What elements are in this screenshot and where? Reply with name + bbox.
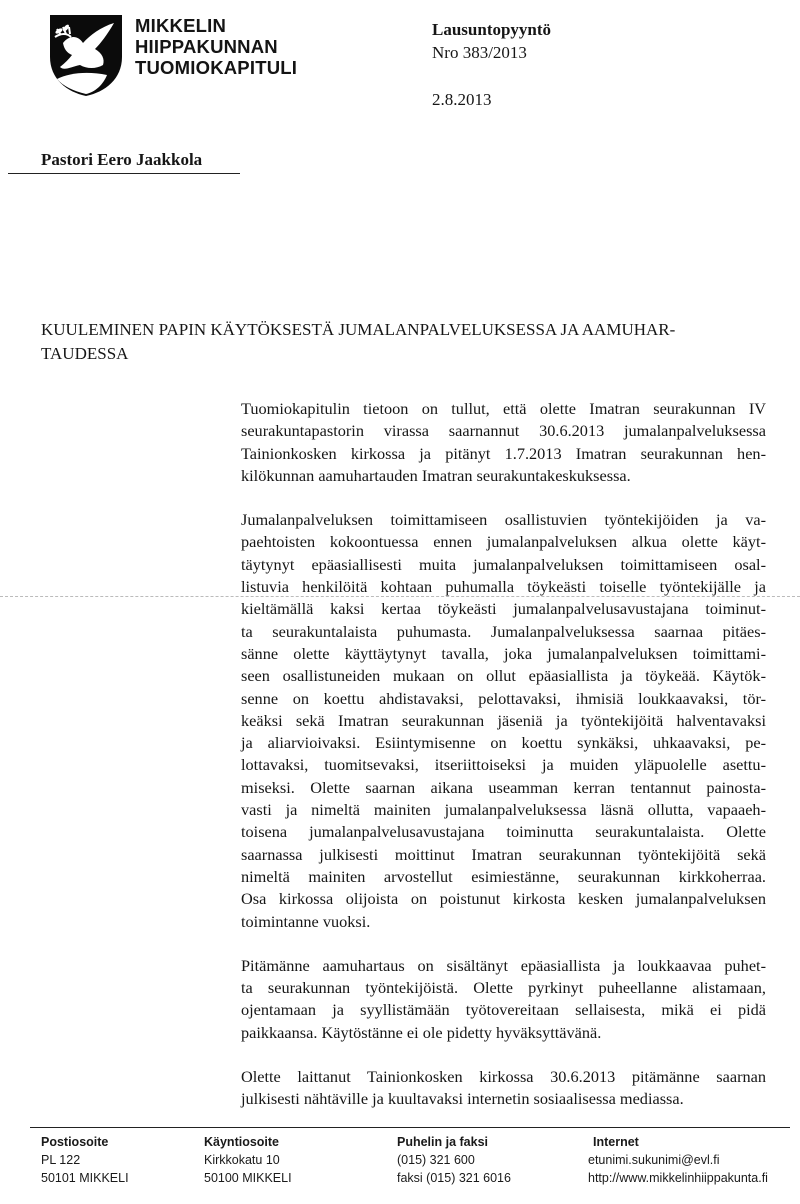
subject-line: KUULEMINEN PAPIN KÄYTÖKSESTÄ JUMALANPALVELUKSESSA JA AAMUHAR- xyxy=(41,320,676,339)
recipient-name: Pastori Eero Jaakkola xyxy=(41,150,203,169)
body-line: täytynyt epäasiallisesti muita jumalanpalveluksen toimittamiseen osal- xyxy=(241,554,766,574)
footer-phone: (015) 321 600 xyxy=(397,1153,475,1167)
document-date: 2.8.2013 xyxy=(432,90,492,109)
footer-line: PL 122 xyxy=(41,1153,81,1167)
footer-divider xyxy=(30,1127,790,1128)
footer-internet xyxy=(588,1133,768,1187)
body-paragraph xyxy=(241,955,766,1044)
body-paragraph xyxy=(241,1066,766,1111)
subject-line: TAUDESSA xyxy=(41,344,129,363)
body-line: toisena jumalanpalvelusavustajana toiminutta seurakuntalaista. Olette xyxy=(241,822,766,842)
body-line: paehtoisten kokoontuessa ennen jumalanpalveluksen alkua olette käyt- xyxy=(241,532,766,552)
footer-heading: Internet xyxy=(593,1135,639,1149)
body-line: lottavaksi, tuomitsevaksi, itseriittoiseksi ja muiden yläpuolelle asettu- xyxy=(241,755,766,775)
footer-heading: Postiosoite xyxy=(41,1135,109,1149)
body-line: ta seurakunnan työntekijöistä. Olette pyrkinyt puheellanne alistamaan, xyxy=(241,978,766,998)
body-line: seurakuntapastorin virassa saarnannut 30.6.2013 jumalanpalveluksessa xyxy=(241,421,766,441)
footer-line: Kirkkokatu 10 xyxy=(204,1153,280,1167)
body-line: ja aliarvioivaksi. Esiintymisenne on koettu synkäksi, uhkaavaksi, pe- xyxy=(241,733,766,753)
body-line: kilökunnan aamuhartauden Imatran seurakuntakeskuksessa. xyxy=(241,465,631,485)
footer-website: http://www.mikkelinhiippakunta.fi xyxy=(588,1171,768,1185)
letter-subject xyxy=(41,318,761,366)
organization-name-line: MIKKELIN xyxy=(135,15,227,36)
letter-body xyxy=(241,398,766,1133)
footer-heading: Puhelin ja faksi xyxy=(397,1135,489,1149)
body-line: senne on koettu ahdistavaksi, pelottavaksi, ihmisiä loukkaavaksi, tör- xyxy=(241,688,766,708)
body-line: seen osallistuneiden mukaan on ollut epäasiallista ja töykeää. Käytök- xyxy=(241,666,766,686)
body-paragraph xyxy=(241,398,766,487)
organization-name xyxy=(135,15,297,78)
body-line: toimintanne vuoksi. xyxy=(241,911,371,931)
document-info xyxy=(432,18,551,111)
organization-name-line: TUOMIOKAPITULI xyxy=(135,57,298,78)
body-paragraph xyxy=(241,509,766,933)
body-line: Jumalanpalveluksen toimittamiseen osallistuvien työntekijöiden ja va- xyxy=(241,510,766,530)
body-line: ta seurakuntalaista puhumasta. Jumalanpalveluksessa saarnaa pitäes- xyxy=(241,621,766,641)
body-line: saarnassa julkisesti moittinut Imatran seurakunnan työntekijöitä sekä xyxy=(241,844,766,864)
body-line: nimeltä mainiten arvostellut esimiestänne, seurakunnan kirkkoherraa. xyxy=(241,866,766,886)
body-line: Tainionkosken kirkossa ja pitänyt 1.7.2013 Imatran seurakunnan hen- xyxy=(241,443,766,463)
body-line: Osa kirkossa olijoista on poistunut kirkosta kesken jumalanpalveluksen xyxy=(241,889,766,909)
footer-line: 50100 MIKKELI xyxy=(204,1171,292,1185)
body-line: ojentamaan ja syyllistämään työtovereitaan sellaisesta, mikä ei pidä xyxy=(241,1000,766,1020)
body-line: kieltämällä kaksi kertaa töykeästi jumalanpalvelusavustajana toiminut- xyxy=(241,599,766,619)
footer-email: etunimi.sukunimi@evl.fi xyxy=(588,1153,720,1167)
recipient-underline xyxy=(8,173,240,174)
body-line: listuvia henkilöitä kohtaan puhumalla töykeästi toiselle työntekijälle ja xyxy=(241,577,766,597)
footer-phone-fax xyxy=(397,1133,511,1187)
body-line: miseksi. Olette saarnan aikana useamman kerran tentannut painosta- xyxy=(241,777,766,797)
body-line: keäksi sekä Imatran seurakunnan jäseniä ja työntekijöitä halventavaksi xyxy=(241,710,766,730)
document-type: Lausuntopyyntö xyxy=(432,20,552,39)
body-line: Tuomiokapitulin tietoon on tullut, että olette Imatran seurakunnan IV xyxy=(241,399,766,418)
body-line: Pitämänne aamuhartaus on sisältänyt epäasiallista ja loukkaavaa puhet- xyxy=(241,955,766,975)
document-number: Nro 383/2013 xyxy=(432,43,527,62)
footer-line: 50101 MIKKELI xyxy=(41,1171,129,1185)
footer-fax: faksi (015) 321 6016 xyxy=(397,1171,511,1185)
organization-name-line: HIIPPAKUNNAN xyxy=(135,36,278,57)
body-line: julkisesti nähtäville ja kuultavaksi internetin sosiaalisessa mediassa. xyxy=(241,1089,684,1109)
footer-visiting-address xyxy=(204,1133,292,1187)
footer-postal-address xyxy=(41,1133,129,1187)
body-line: sänne olette käyttäytynyt tavalla, joka jumalanpalveluksen toimittami- xyxy=(241,643,766,663)
body-line: paikkaansa. Käytöstänne ei ole pidetty hyväksyttävänä. xyxy=(241,1022,602,1042)
diocese-coat-of-arms-icon xyxy=(47,13,125,97)
footer-heading: Käyntiosoite xyxy=(204,1135,280,1149)
body-line: vasti ja nimeltä mainiten jumalanpalveluksessa läsnä ollutta, vapaaeh- xyxy=(241,800,766,820)
body-line: Olette laittanut Tainionkosken kirkossa 30.6.2013 pitämänne saarnan xyxy=(241,1067,766,1087)
